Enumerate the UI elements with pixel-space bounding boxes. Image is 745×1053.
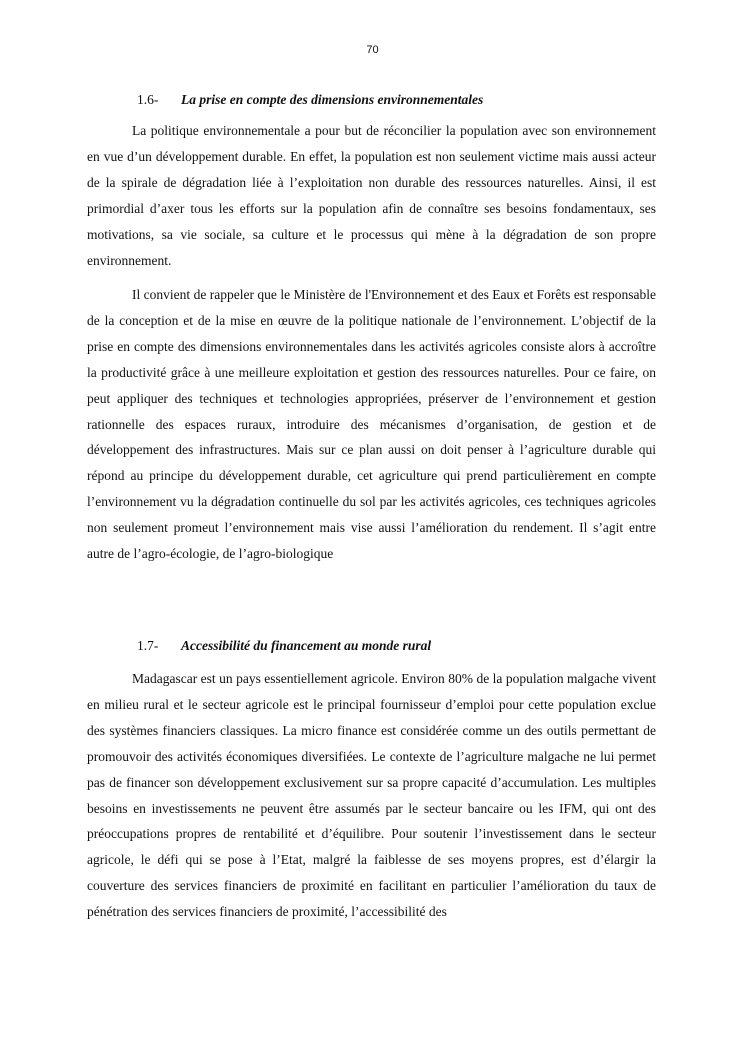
- section-heading-1-7: [137, 638, 431, 654]
- section-title: Accessibilité du financement au monde rural: [181, 638, 432, 653]
- page-number: 70: [366, 44, 379, 56]
- section-number: 1.6-: [137, 92, 159, 107]
- section-title: La prise en compte des dimensions environnementales: [181, 92, 484, 107]
- section-number: 1.7-: [137, 638, 159, 653]
- paragraph-1-7-a: Madagascar est un pays essentiellement agricole. Environ 80% de la population malgache vivent en milieu rural et le secteur agricole est le principal fournisseur d’emploi pour cette population exclue des systèmes financiers classiques. La micro finance est considérée comme un des outils permettant de promouvoir des activités économiques diversifiées. Le contexte de l’agriculture malgache ne lui permet pas de financer son développement exclusivement sur sa propre capacité d’accumulation. Les multiples besoins en investissements ne peuvent être assumés par le secteur bancaire ou les IFM, qui ont des préoccupations propres de rentabilité et d’équilibre. Pour soutenir l’investissement dans le secteur agricole, le défi qui se pose à l’Etat, malgré la faiblesse de ses moyens propres, est d’élargir la couverture des services financiers de proximité en facilitant en particulier l’amélioration du taux de pénétration des services financiers de proximité, l’accessibilité des: [87, 671, 656, 920]
- paragraph-1-6-a: La politique environnementale a pour but de réconcilier la population avec son environnement en vue d’un développement durable. En effet, la population est non seulement victime mais aussi acteur de la spirale de dégradation liée à l’exploitation non durable des ressources naturelles. Ainsi, il est primordial d’axer tous les efforts sur la population afin de connaître ses besoins fondamentaux, ses motivations, sa vie sociale, sa culture et le processus qui mène à la dégradation de son propre environnement.: [87, 123, 656, 268]
- section-heading-1-6: [137, 92, 483, 108]
- paragraph-1-6-b: Il convient de rappeler que le Ministère de l'Environnement et des Eaux et Forêts est responsable de la conception et de la mise en œuvre de la politique nationale de l’environnement. L’objectif de la prise en compte des dimensions environnementales dans les activités agricoles consiste alors à accroître la productivité grâce à une meilleure exploitation et gestion des ressources naturelles. Pour ce faire, on peut appliquer des techniques et technologies appropriées, préserver de l’environnement et gestion rationnelle des espaces ruraux, introduire des mécanismes d’organisation, de gestion et de développement des infrastructures. Mais sur ce plan aussi on doit penser à l’agriculture durable qui répond au principe du développement durable, cet agriculture qui prend particulièrement en compte l’environnement vu la dégradation continuelle du sol par les activités agricoles, ces techniques agricoles non seulement promeut l’environnement mais vise aussi l’amélioration du rendement. Il s’agit entre autre de l’agro-écologie, de l’agro-biologique: [87, 287, 656, 562]
